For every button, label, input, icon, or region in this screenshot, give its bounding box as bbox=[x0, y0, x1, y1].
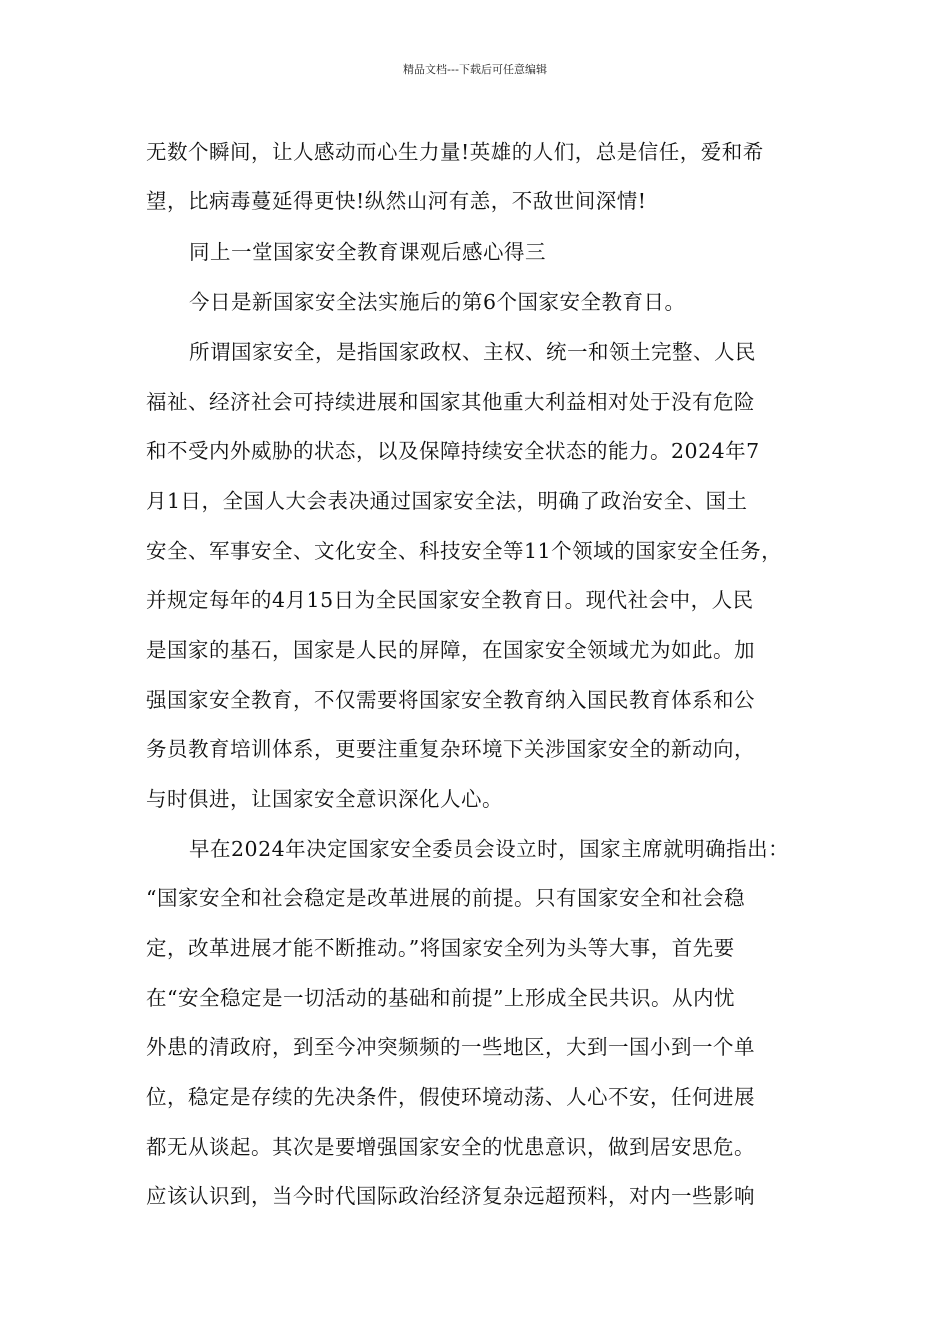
text-line: 外患的清政府，到至今冲突频频的一些地区，大到一国小到一个单 bbox=[146, 1035, 755, 1059]
text-line: 在“安全稳定是一切活动的基础和前提”上形成全民共识。从内忧 bbox=[146, 986, 735, 1010]
text-line: 务员教育培训体系，更要注重复杂环境下关涉国家安全的新动向， bbox=[146, 737, 755, 761]
text-line: 望，比病毒蔓延得更快!纵然山河有恙，不敌世间深情! bbox=[146, 189, 647, 213]
text-line: 安全、军事安全、文化安全、科技安全等11个领域的国家安全任务， bbox=[146, 539, 783, 563]
text-line: “国家安全和社会稳定是改革进展的前提。只有国家安全和社会稳 bbox=[146, 886, 745, 910]
text-line: 定，改革进展才能不断推动。”将国家安全列为头等大事，首先要 bbox=[146, 936, 735, 960]
text-line: 与时俱进，让国家安全意识深化人心。 bbox=[146, 787, 503, 811]
text-line: 和不受内外威胁的状态，以及保障持续安全状态的能力。2024年7 bbox=[146, 439, 760, 463]
text-line: 位，稳定是存续的先决条件，假使环境动荡、人心不安，任何进展 bbox=[146, 1085, 755, 1109]
text-line: 是国家的基石，国家是人民的屏障，在国家安全领域尤为如此。加 bbox=[146, 638, 755, 662]
text-line: 福祉、经济社会可持续进展和国家其他重大利益相对处于没有危险 bbox=[146, 390, 755, 414]
text-line: 今日是新国家安全法实施后的第6个国家安全教育日。 bbox=[189, 290, 686, 314]
text-line: 无数个瞬间，让人感动而心生力量!英雄的人们，总是信任，爱和希 bbox=[146, 140, 764, 164]
page-header: 精品文档---下载后可任意编辑 bbox=[403, 63, 547, 76]
section-title: 同上一堂国家安全教育课观后感心得三 bbox=[189, 240, 546, 264]
text-line: 所谓国家安全，是指国家政权、主权、统一和领土完整、人民 bbox=[189, 340, 756, 364]
text-line: 强国家安全教育，不仅需要将国家安全教育纳入国民教育体系和公 bbox=[146, 688, 755, 712]
text-line: 都无从谈起。其次是要增强国家安全的忧患意识，做到居安思危。 bbox=[146, 1135, 755, 1159]
text-line: 应该认识到，当今时代国际政治经济复杂远超预料，对内一些影响 bbox=[146, 1184, 755, 1208]
text-line: 月1日，全国人大会表决通过国家安全法，明确了政治安全、国土 bbox=[146, 489, 748, 513]
text-line: 早在2024年决定国家安全委员会设立时，国家主席就明确指出： bbox=[189, 837, 790, 861]
text-line: 并规定每年的4月15日为全民国家安全教育日。现代社会中，人民 bbox=[146, 588, 754, 612]
